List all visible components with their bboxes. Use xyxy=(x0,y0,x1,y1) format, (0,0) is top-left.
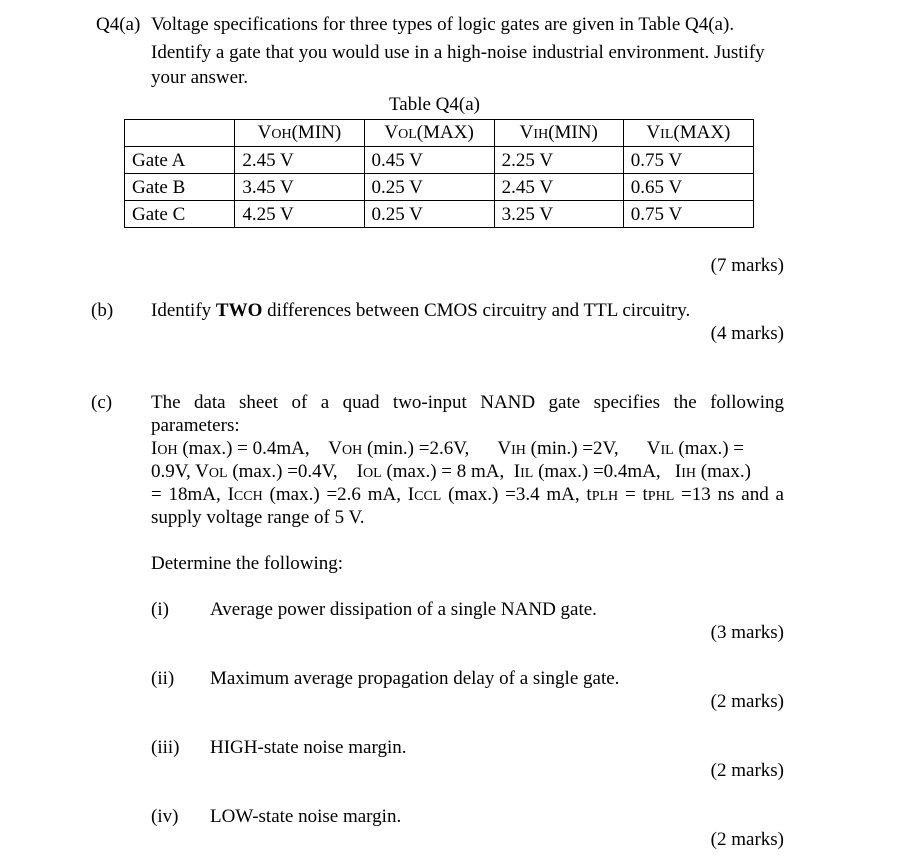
question-a-label: Q4(a) xyxy=(96,14,141,35)
table-cell-voh: 2.45 V xyxy=(235,147,364,174)
subitem-number: (iii) xyxy=(151,737,180,758)
question-a-text-line3: your answer. xyxy=(151,67,249,88)
subitem-marks: (2 marks) xyxy=(710,691,784,712)
question-b-marks: (4 marks) xyxy=(710,323,784,344)
table-header-voh: VOH(MIN) xyxy=(235,120,364,147)
subitem-text: LOW-state noise margin. xyxy=(210,806,402,827)
question-b-text: Identify TWO differences between CMOS circuitry and TTL circuitry. xyxy=(151,300,691,321)
table-cell-vol: 0.25 V xyxy=(364,174,494,201)
table-row xyxy=(125,147,754,174)
table-header-empty xyxy=(125,120,235,147)
table-row xyxy=(125,174,754,201)
question-c-label: (c) xyxy=(91,392,113,413)
subitem-text: HIGH-state noise margin. xyxy=(210,737,407,758)
table-cell-gate: Gate C xyxy=(125,201,235,228)
subitem-text: Maximum average propagation delay of a single gate. xyxy=(210,668,620,689)
table-cell-vil: 0.75 V xyxy=(623,201,753,228)
table-cell-vol: 0.45 V xyxy=(364,147,494,174)
subitem-number: (i) xyxy=(151,599,169,620)
question-a-text-line2: Identify a gate that you would use in a high-noise industrial environment. Justify xyxy=(151,42,765,63)
question-c-text-line1: The data sheet of a quad two-input NAND gate specifies the following xyxy=(151,392,784,413)
voltage-spec-table xyxy=(124,119,754,228)
table-cell-vol: 0.25 V xyxy=(364,201,494,228)
question-c-params-line4: supply voltage range of 5 V. xyxy=(151,507,365,528)
question-a-text-line1: Voltage specifications for three types of logic gates are given in Table Q4(a). xyxy=(151,14,735,35)
subitem-marks: (3 marks) xyxy=(710,622,784,643)
table-cell-voh: 4.25 V xyxy=(235,201,364,228)
question-c-params-line1: IOH (max.) = 0.4mA, VOH (min.) =2.6V, VIH (min.) =2V, VIL (max.) = xyxy=(151,438,745,459)
question-c-text-line2: parameters: xyxy=(151,415,240,436)
determine-heading: Determine the following: xyxy=(151,553,344,574)
table-cell-vil: 0.75 V xyxy=(623,147,753,174)
subitem-number: (iv) xyxy=(151,806,179,827)
subitem-number: (ii) xyxy=(151,668,175,689)
table-cell-gate: Gate B xyxy=(125,174,235,201)
table-cell-gate: Gate A xyxy=(125,147,235,174)
table-cell-vih: 3.25 V xyxy=(494,201,623,228)
table-header-vil: VIL(MAX) xyxy=(623,120,753,147)
table-title: Table Q4(a) xyxy=(389,94,480,115)
table-cell-vih: 2.45 V xyxy=(494,174,623,201)
table-cell-vih: 2.25 V xyxy=(494,147,623,174)
table-cell-voh: 3.45 V xyxy=(235,174,364,201)
table-cell-vil: 0.65 V xyxy=(623,174,753,201)
question-c-params-line3: = 18mA, ICCH (max.) =2.6 mA, ICCL (max.) =3.4 mA, tPLH = tPHL =13 ns and a xyxy=(151,484,784,505)
subitem-marks: (2 marks) xyxy=(710,829,784,850)
subitem-marks: (2 marks) xyxy=(710,760,784,781)
subitem-text: Average power dissipation of a single NAND gate. xyxy=(210,599,597,620)
question-a-marks: (7 marks) xyxy=(710,255,784,276)
table-header-vol: VOL(MAX) xyxy=(364,120,494,147)
question-b-label: (b) xyxy=(91,300,114,321)
table-header-row xyxy=(125,120,754,147)
question-c-params-line2: 0.9V, VOL (max.) =0.4V, IOL (max.) = 8 mA, IIL (max.) =0.4mA, IIH (max.) xyxy=(151,461,751,482)
table-row xyxy=(125,201,754,228)
table-header-vih: VIH(MIN) xyxy=(494,120,623,147)
